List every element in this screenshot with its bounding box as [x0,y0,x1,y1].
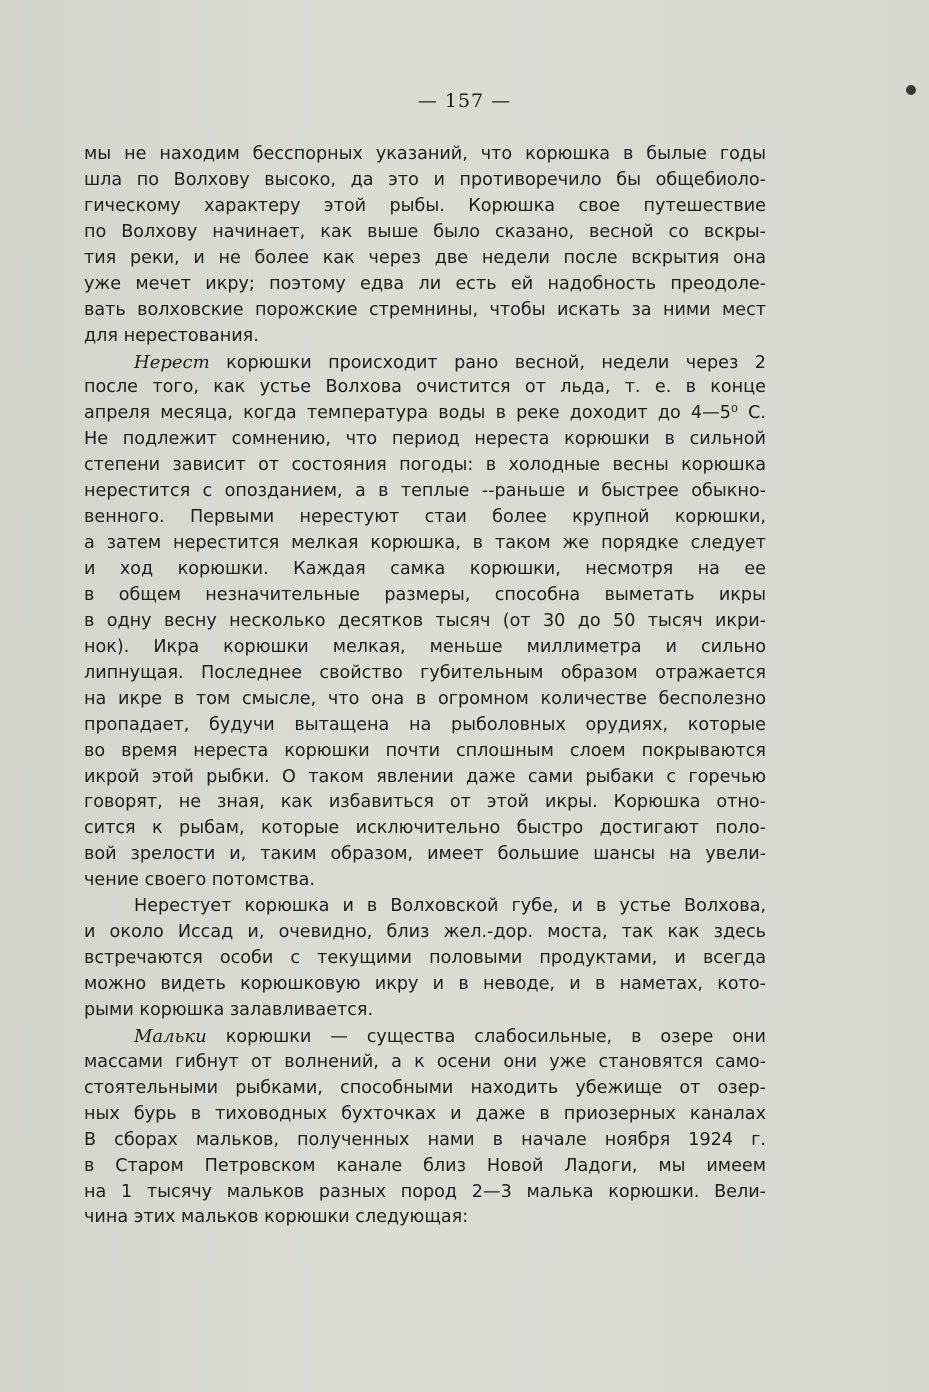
text-line: и около Иссад и, очевидно, близ жел.-дор. моста, так как здесь [84,922,766,943]
text-line: массами гибнут от волнений, а к осени они уже становятся само- [84,1051,766,1072]
text-line: чение своего потомства. [84,870,316,891]
text-line: в одну весну несколько десятков тысяч (от 30 до 50 тысяч икри- [84,610,766,631]
text-line: тия реки, и не более как через две недели после вскрытия она [84,247,766,268]
text-line: для нерестования. [84,325,259,346]
text-line: нерестится с опозданием, а в теплые --раньше и быстрее обыкно- [84,481,766,502]
text-line: на икре в том смысле, что она в огромном количестве бесполезно [84,688,766,709]
text-line: шла по Волхову высоко, да это и противоречило бы общебиоло- [84,169,766,190]
text-line: сится к рыбам, которые исключительно быстро достигают поло- [84,818,766,839]
text-line: встречаются особи с текущими половыми продуктами, и всегда [84,948,766,969]
text-line: после того, как устье Волхова очистится от льда, т. е. в конце [84,377,766,398]
text-line: чина этих мальков корюшки следующая: [84,1207,469,1228]
paragraph-3 [84,894,766,1024]
text-line: степени зависит от состояния погоды: в холодные весны корюшка [84,455,766,476]
text-line: по Волхову начинает, как выше было сказано, весной со вскры- [84,221,766,242]
text-span: корюшки — существа слабосильные, в озере они [206,1026,766,1047]
text-line-first [84,350,766,376]
text-line: уже мечет икру; поэтому едва ли есть ей надобность преодоле- [84,273,766,294]
text-line: можно видеть корюшковую икру и в неводе, и в наметах, кото- [84,974,766,994]
text-line: мы не находим бесспорных указаний, что корюшка в былые годы [84,144,766,164]
text-line: а затем нерестится мелкая корюшка, в таком же порядке следует [84,533,766,554]
text-line: в общем незначительные размеры, способна выметать икры [84,584,766,605]
text-line: нок). Икра корюшки мелкая, меньше миллиметра и сильно [84,636,766,657]
text-line: Не подлежит сомнению, что период нереста корюшки в сильной [84,429,766,450]
text-line: апреля месяца, когда температура воды в реке доходит до 4—5⁰ С. [84,403,766,424]
text-line: икрой этой рыбки. О таком явлении даже сами рыбаки с горечью [84,766,766,787]
text-line: говорят, не зная, как избавиться от этой икры. Корюшка отно- [84,792,766,813]
paragraph-1 [84,142,766,350]
text-line: в Старом Петровском канале близ Новой Ладоги, мы имеем [84,1155,766,1176]
text-span: корюшки происходит рано весной, недели через 2 [209,352,766,373]
text-line: и ход корюшки. Каждая самка корюшки, несмотря на ее [84,559,766,579]
italic-lead-malki: Мальки [134,1025,207,1047]
text-line-first: Нерестует корюшка и в Волховской губе, и в устье Волхова, [134,896,766,917]
text-line: стоятельными рыбками, способными находить убежище от озер- [84,1077,766,1098]
text-line: пропадает, будучи вытащена на рыболовных орудиях, которые [84,714,766,735]
text-line: на 1 тысячу мальков разных пород 2—3 малька корюшки. Вели- [84,1181,766,1202]
text-line: В сборах мальков, полученных нами в начале ноября 1924 г. [84,1129,766,1150]
text-line: гическому характеру этой рыбы. Корюшка свое путешествие [84,195,766,216]
text-line: липнущая. Последнее свойство губительным образом отражается [84,662,766,683]
paragraph-2 [84,350,766,895]
text-line: вой зрелости и, таким образом, имеет большие шансы на увели- [84,844,766,865]
page-body [84,142,766,1231]
text-line: во время нереста корюшки почти сплошным слоем покрываются [84,740,766,761]
paragraph-4 [84,1024,766,1232]
page-number: — 157 — [417,90,512,112]
text-line-first [84,1024,766,1050]
text-line: рыми корюшка залавливается. [84,999,374,1020]
text-line: венного. Первыми нерестуют стаи более крупной корюшки, [84,507,766,528]
page-mark [906,85,916,95]
italic-lead-nerest: Нерест [134,351,210,373]
text-line: вать волховские порожские стремнины, чтобы искать за ними мест [84,299,766,320]
text-line: ных бурь в тиховодных бухточках и даже в приозерных каналах [84,1103,766,1124]
